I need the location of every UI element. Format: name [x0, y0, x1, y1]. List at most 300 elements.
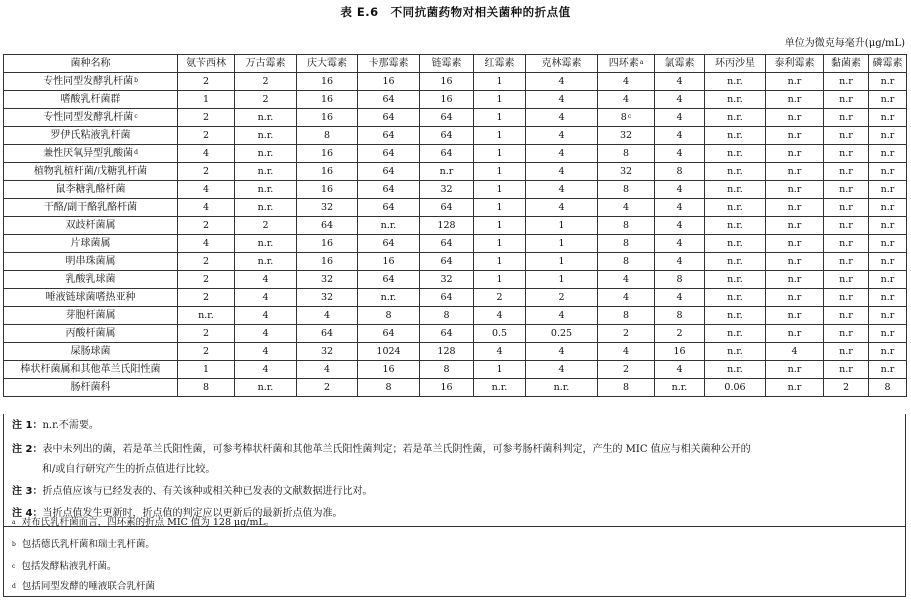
table-title: 表 E.6 不同抗菌药物对相关菌种的折点值 [340, 5, 571, 19]
value-cell: n.r [824, 217, 869, 235]
value-cell: 2 [178, 163, 235, 181]
value-cell: n.r [766, 325, 824, 343]
value-cell: n.r [869, 181, 907, 199]
table-row [4, 235, 907, 253]
footnote-a [12, 513, 274, 533]
value-cell: n.r [766, 361, 824, 379]
value-cell: n.r [420, 163, 474, 181]
value-cell: 4 [297, 307, 358, 325]
value-cell: n.r [824, 325, 869, 343]
notes-section [3, 414, 906, 597]
value-cell: n.r [766, 163, 824, 181]
species-name-cell: 罗伊氏粘液乳杆菌 [4, 127, 178, 145]
value-cell: 2 [178, 271, 235, 289]
value-cell: 4 [598, 271, 655, 289]
value-cell: n.r. [705, 145, 766, 163]
value-cell: 64 [358, 127, 420, 145]
value-cell: n.r. [358, 217, 420, 235]
value-cell: 64 [358, 91, 420, 109]
footnote-mark: c [627, 112, 632, 120]
species-name-cell: 丙酸杆菌属 [4, 325, 178, 343]
value-cell: 64 [358, 181, 420, 199]
value-cell: n.r [766, 379, 824, 397]
value-cell: n.r [869, 73, 907, 91]
value-cell: n.r [869, 343, 907, 361]
col-header-erythromycin: 红霉素 [474, 55, 526, 73]
species-name-cell: 屎肠球菌 [4, 343, 178, 361]
value-cell: n.r. [705, 109, 766, 127]
value-cell: n.r [766, 271, 824, 289]
value-cell: n.r. [705, 91, 766, 109]
value-cell: 4 [655, 289, 705, 307]
table-row [4, 73, 907, 91]
value-cell: 8 [420, 361, 474, 379]
value-cell: 16 [297, 73, 358, 91]
value-cell: 4 [655, 109, 705, 127]
value-cell: 2 [178, 343, 235, 361]
value-cell: 4 [598, 91, 655, 109]
value-cell: 4 [655, 73, 705, 91]
species-name-cell: 棒状杆菌属和其他革兰氏阳性菌 [4, 361, 178, 379]
table-row [4, 379, 907, 397]
footnote-mark: d [134, 148, 138, 156]
value-cell: 16 [358, 361, 420, 379]
table-row [4, 253, 907, 271]
value-cell: n.r [824, 307, 869, 325]
value-cell: 1 [526, 271, 598, 289]
value-cell: n.r. [358, 289, 420, 307]
col-header-ciprofloxacin: 环丙沙星 [705, 55, 766, 73]
species-name-cell: 专性同型发酵乳杆菌$^c$ [4, 109, 178, 127]
value-cell: 4 [526, 199, 598, 217]
value-cell: 2 [235, 217, 297, 235]
species-name-cell: 兼性厌氧异型乳酸菌$^d$ [4, 145, 178, 163]
value-cell: 16 [297, 181, 358, 199]
value-cell: n.r [766, 91, 824, 109]
value-cell: n.r. [235, 127, 297, 145]
value-cell: n.r. [705, 343, 766, 361]
value-cell: 1 [474, 199, 526, 217]
value-cell: 2 [526, 289, 598, 307]
value-cell: 64 [297, 217, 358, 235]
value-cell: 4 [178, 145, 235, 163]
note-label: 注 4： [12, 508, 43, 519]
value-cell: 1 [474, 253, 526, 271]
value-cell: n.r [824, 253, 869, 271]
value-cell: 8 [655, 163, 705, 181]
footnote-mark: d [12, 583, 16, 590]
value-cell: 128 [420, 343, 474, 361]
value-cell: n.r [766, 127, 824, 145]
note-text: n.r.不需要。 [42, 420, 99, 431]
table-row [4, 145, 907, 163]
value-cell: n.r [766, 253, 824, 271]
value-cell: n.r. [235, 163, 297, 181]
value-cell: n.r [824, 199, 869, 217]
value-cell: 4 [655, 217, 705, 235]
value-cell: 4 [655, 253, 705, 271]
value-cell: 8 [655, 271, 705, 289]
table-row [4, 271, 907, 289]
col-header-vancomycin: 万古霉素 [235, 55, 297, 73]
value-cell: 1 [474, 73, 526, 91]
value-cell: 32 [297, 289, 358, 307]
value-cell: 4 [655, 361, 705, 379]
value-cell: n.r. [655, 379, 705, 397]
footnote-mark: c [134, 112, 138, 120]
footnote-mark: b [134, 76, 138, 84]
value-cell: 16 [297, 145, 358, 163]
value-cell: 4 [178, 235, 235, 253]
note-2-continued [42, 460, 899, 480]
table-row [4, 361, 907, 379]
value-cell: n.r. [235, 379, 297, 397]
value-cell: n.r [766, 235, 824, 253]
value-cell: 128 [420, 217, 474, 235]
value-cell: 2 [824, 379, 869, 397]
value-cell: n.r. [235, 145, 297, 163]
value-cell: n.r [824, 271, 869, 289]
value-cell: 32 [420, 271, 474, 289]
value-cell: 4 [235, 325, 297, 343]
value-cell: 8 [655, 307, 705, 325]
footnote-mark: a [639, 58, 644, 66]
footnote-text: 对布氏乳杆菌而言，四环素的折点 MIC 值为 128 μg/mL。 [21, 517, 275, 528]
value-cell: 4 [655, 127, 705, 145]
value-cell: 8 [598, 217, 655, 235]
value-cell: n.r. [705, 127, 766, 145]
value-cell: 2 [178, 325, 235, 343]
value-cell: 4 [235, 271, 297, 289]
col-header-clindamycin: 克林霉素 [526, 55, 598, 73]
value-cell: 16 [420, 91, 474, 109]
note-label: 注 2： [12, 444, 43, 455]
footnote-text: 包括德氏乳杆菌和瑞士乳杆菌。 [21, 539, 155, 550]
value-cell: 64 [420, 289, 474, 307]
col-header-fosfomycin: 磷霉素 [869, 55, 907, 73]
value-cell: n.r. [235, 109, 297, 127]
value-cell: n.r [766, 307, 824, 325]
value-cell: 0.25 [526, 325, 598, 343]
species-name-cell: 片球菌属 [4, 235, 178, 253]
value-cell: 2 [178, 217, 235, 235]
col-header-kanamycin: 卡那霉素 [358, 55, 420, 73]
value-cell: 0.5 [474, 325, 526, 343]
value-cell: 2 [598, 361, 655, 379]
value-cell: 4 [178, 199, 235, 217]
value-cell: 32 [297, 199, 358, 217]
value-cell: 4 [526, 163, 598, 181]
value-cell: n.r [869, 199, 907, 217]
table-row [4, 307, 907, 325]
breakpoint-table [3, 54, 907, 397]
value-cell: 4 [526, 73, 598, 91]
value-cell: 8 [358, 307, 420, 325]
value-cell: 8 [869, 379, 907, 397]
value-cell: n.r [766, 109, 824, 127]
value-cell: n.r [824, 181, 869, 199]
value-cell: n.r. [705, 289, 766, 307]
value-cell: n.r [869, 253, 907, 271]
value-cell: n.r. [526, 379, 598, 397]
value-cell: 1024 [358, 343, 420, 361]
table-row [4, 325, 907, 343]
value-cell: 4 [474, 343, 526, 361]
unit-label: 单位为微克每毫升(μg/mL) [784, 38, 905, 49]
value-cell: 4 [655, 145, 705, 163]
col-header-chloramphenicol: 氯霉素 [655, 55, 705, 73]
col-header-tetracycline: 四环素$^a$ [598, 55, 655, 73]
value-cell: 64 [420, 253, 474, 271]
value-cell: n.r. [474, 379, 526, 397]
value-cell: 8 [598, 253, 655, 271]
value-cell: n.r. [705, 73, 766, 91]
value-cell: 8 [420, 307, 474, 325]
value-cell: n.r. [705, 199, 766, 217]
value-cell: 4 [598, 73, 655, 91]
value-cell: n.r [766, 73, 824, 91]
header-row [4, 55, 907, 73]
value-cell: 64 [358, 145, 420, 163]
value-cell: n.r [824, 361, 869, 379]
col-header-colistin: 黏菌素 [824, 55, 869, 73]
value-cell: n.r [869, 325, 907, 343]
value-cell: 2 [655, 325, 705, 343]
value-cell: 4 [766, 343, 824, 361]
value-cell: 16 [655, 343, 705, 361]
value-cell: 16 [358, 73, 420, 91]
col-header-species: 菌种名称 [4, 55, 178, 73]
value-cell: 4 [235, 289, 297, 307]
table-row [4, 343, 907, 361]
footnote-mark: c [12, 563, 16, 570]
value-cell: 64 [358, 199, 420, 217]
col-header-gentamicin: 庆大霉素 [297, 55, 358, 73]
value-cell: 64 [420, 199, 474, 217]
value-cell: 2 [178, 253, 235, 271]
value-cell: 8 [598, 235, 655, 253]
value-cell: 4 [297, 361, 358, 379]
value-cell: 4 [526, 127, 598, 145]
value-cell: 1 [178, 91, 235, 109]
note-label: 注 3： [12, 486, 43, 497]
value-cell: 1 [474, 217, 526, 235]
footnote-c [12, 557, 116, 577]
value-cell: 4 [526, 145, 598, 163]
footnote-text: 包括发酵粘液乳杆菌。 [21, 561, 117, 572]
species-name-cell: 双歧杆菌属 [4, 217, 178, 235]
value-cell: 2 [297, 379, 358, 397]
value-cell: 64 [358, 325, 420, 343]
value-cell: n.r. [178, 307, 235, 325]
table-row [4, 217, 907, 235]
value-cell: 4 [655, 91, 705, 109]
value-cell: 16 [297, 253, 358, 271]
species-name-cell: 芽胞杆菌属 [4, 307, 178, 325]
value-cell: n.r. [705, 253, 766, 271]
value-cell: 1 [526, 235, 598, 253]
value-cell: n.r. [705, 271, 766, 289]
value-cell: n.r [766, 199, 824, 217]
value-cell: 8 [178, 379, 235, 397]
value-cell: 32 [598, 163, 655, 181]
value-cell: 2 [598, 325, 655, 343]
value-cell: 16 [297, 163, 358, 181]
species-name-cell: 植物乳植杆菌/戊糖乳杆菌 [4, 163, 178, 181]
value-cell: n.r. [235, 235, 297, 253]
value-cell: 8 [358, 379, 420, 397]
value-cell: n.r [824, 163, 869, 181]
value-cell: n.r. [235, 253, 297, 271]
value-cell: n.r. [235, 199, 297, 217]
value-cell: n.r [766, 181, 824, 199]
value-cell: n.r [869, 271, 907, 289]
table-row [4, 181, 907, 199]
value-cell: n.r [869, 145, 907, 163]
value-cell: 8 [297, 127, 358, 145]
value-cell: 1 [526, 217, 598, 235]
value-cell: 1 [474, 361, 526, 379]
value-cell: 4 [526, 109, 598, 127]
value-cell: 2 [178, 109, 235, 127]
value-cell: 4 [598, 199, 655, 217]
value-cell: 4 [526, 361, 598, 379]
value-cell: n.r. [705, 217, 766, 235]
value-cell: 32 [297, 343, 358, 361]
value-cell: 64 [358, 109, 420, 127]
footnote-text: 包括同型发酵的唾液联合乳杆菌 [21, 581, 155, 592]
table-row [4, 163, 907, 181]
table-row [4, 127, 907, 145]
note-1 [12, 416, 899, 436]
value-cell: 64 [420, 325, 474, 343]
value-cell: 4 [474, 307, 526, 325]
value-cell: n.r [824, 289, 869, 307]
species-name-cell: 乳酸乳球菌 [4, 271, 178, 289]
value-cell: 2 [235, 73, 297, 91]
value-cell: 16 [358, 253, 420, 271]
value-cell: 2 [178, 73, 235, 91]
species-name-cell: 鼠李糖乳酪杆菌 [4, 181, 178, 199]
table-row [4, 91, 907, 109]
value-cell: 8 [598, 307, 655, 325]
value-cell: n.r [869, 217, 907, 235]
footnote-d [12, 577, 155, 597]
species-name-cell: 嗜酸乳杆菌群 [4, 91, 178, 109]
note-text: 和/或自行研究产生的折点值进行比较。 [42, 464, 216, 475]
value-cell: 8 [598, 379, 655, 397]
footnote-b [12, 535, 155, 555]
value-cell: 1 [474, 145, 526, 163]
value-cell: 1 [474, 163, 526, 181]
value-cell: 4 [526, 343, 598, 361]
value-cell: 4 [235, 361, 297, 379]
value-cell: 16 [297, 235, 358, 253]
value-cell: 1 [474, 91, 526, 109]
col-header-ampicillin: 氨苄西林 [178, 55, 235, 73]
value-cell: 1 [178, 361, 235, 379]
value-cell: n.r [869, 289, 907, 307]
footnote-mark: a [12, 519, 16, 526]
value-cell: 64 [420, 235, 474, 253]
species-name-cell: 肠杆菌科 [4, 379, 178, 397]
value-cell: n.r [824, 109, 869, 127]
note-label: 注 1： [12, 420, 43, 431]
value-cell: 1 [474, 181, 526, 199]
value-cell: n.r [824, 235, 869, 253]
value-cell: 64 [358, 163, 420, 181]
value-cell: 1 [526, 253, 598, 271]
value-cell: 2 [178, 127, 235, 145]
value-cell: 8 [598, 145, 655, 163]
value-cell: n.r [869, 127, 907, 145]
footnote-mark: b [12, 541, 16, 548]
value-cell: n.r [869, 91, 907, 109]
value-cell: n.r. [705, 361, 766, 379]
value-cell: n.r [824, 91, 869, 109]
species-name-cell: 干酪/副干酪乳酪杆菌 [4, 199, 178, 217]
value-cell: 4 [598, 289, 655, 307]
value-cell: 4 [655, 181, 705, 199]
value-cell: n.r. [705, 181, 766, 199]
value-cell: 1 [474, 109, 526, 127]
value-cell: n.r [766, 145, 824, 163]
col-header-tylosin: 泰利霉素 [766, 55, 824, 73]
value-cell: n.r [869, 235, 907, 253]
note-3 [12, 482, 899, 502]
value-cell: n.r [869, 109, 907, 127]
value-cell: 4 [526, 181, 598, 199]
value-cell: 4 [178, 181, 235, 199]
value-cell: n.r [824, 73, 869, 91]
value-cell: n.r [766, 289, 824, 307]
value-cell: 64 [358, 235, 420, 253]
value-cell: 4 [526, 91, 598, 109]
value-cell: 2 [178, 289, 235, 307]
value-cell: 4 [526, 307, 598, 325]
value-cell: 32 [297, 271, 358, 289]
value-cell: 4 [655, 199, 705, 217]
value-cell: 2 [235, 91, 297, 109]
note-2 [12, 440, 899, 460]
value-cell: 0.06 [705, 379, 766, 397]
value-cell: n.r. [705, 325, 766, 343]
table-row [4, 289, 907, 307]
value-cell: 16 [297, 91, 358, 109]
value-cell: n.r [824, 127, 869, 145]
value-cell: n.r. [705, 307, 766, 325]
value-cell: n.r. [705, 163, 766, 181]
value-cell: n.r [869, 361, 907, 379]
species-name-cell: 唾液链球菌嗜热亚种 [4, 289, 178, 307]
value-cell: n.r [824, 145, 869, 163]
value-cell: 64 [420, 145, 474, 163]
value-cell: 4 [598, 343, 655, 361]
value-cell: 16 [420, 73, 474, 91]
col-header-streptomycin: 链霉素 [420, 55, 474, 73]
note-text: 表中未列出的菌，若是革兰氏阳性菌，可参考棒状杆菌和其他革兰氏阳性菌判定；若是革兰氏阴性菌，可参考肠杆菌科判定，产生的 MIC 值应与相关菌种公开的 [42, 444, 751, 455]
note-text: 折点值应该与已经发表的、有关该种或相关种已发表的文献数据进行比对。 [42, 486, 373, 497]
value-cell: 64 [297, 325, 358, 343]
value-cell: 64 [358, 271, 420, 289]
value-cell: n.r. [705, 235, 766, 253]
value-cell: 8 [598, 181, 655, 199]
value-cell: 64 [420, 127, 474, 145]
note-text: 当折点值发生更新时，折点值的判定应以更新后的最新折点值为准。 [42, 508, 343, 519]
value-cell: n.r [824, 343, 869, 361]
value-cell: 32 [420, 181, 474, 199]
value-cell: n.r [766, 217, 824, 235]
